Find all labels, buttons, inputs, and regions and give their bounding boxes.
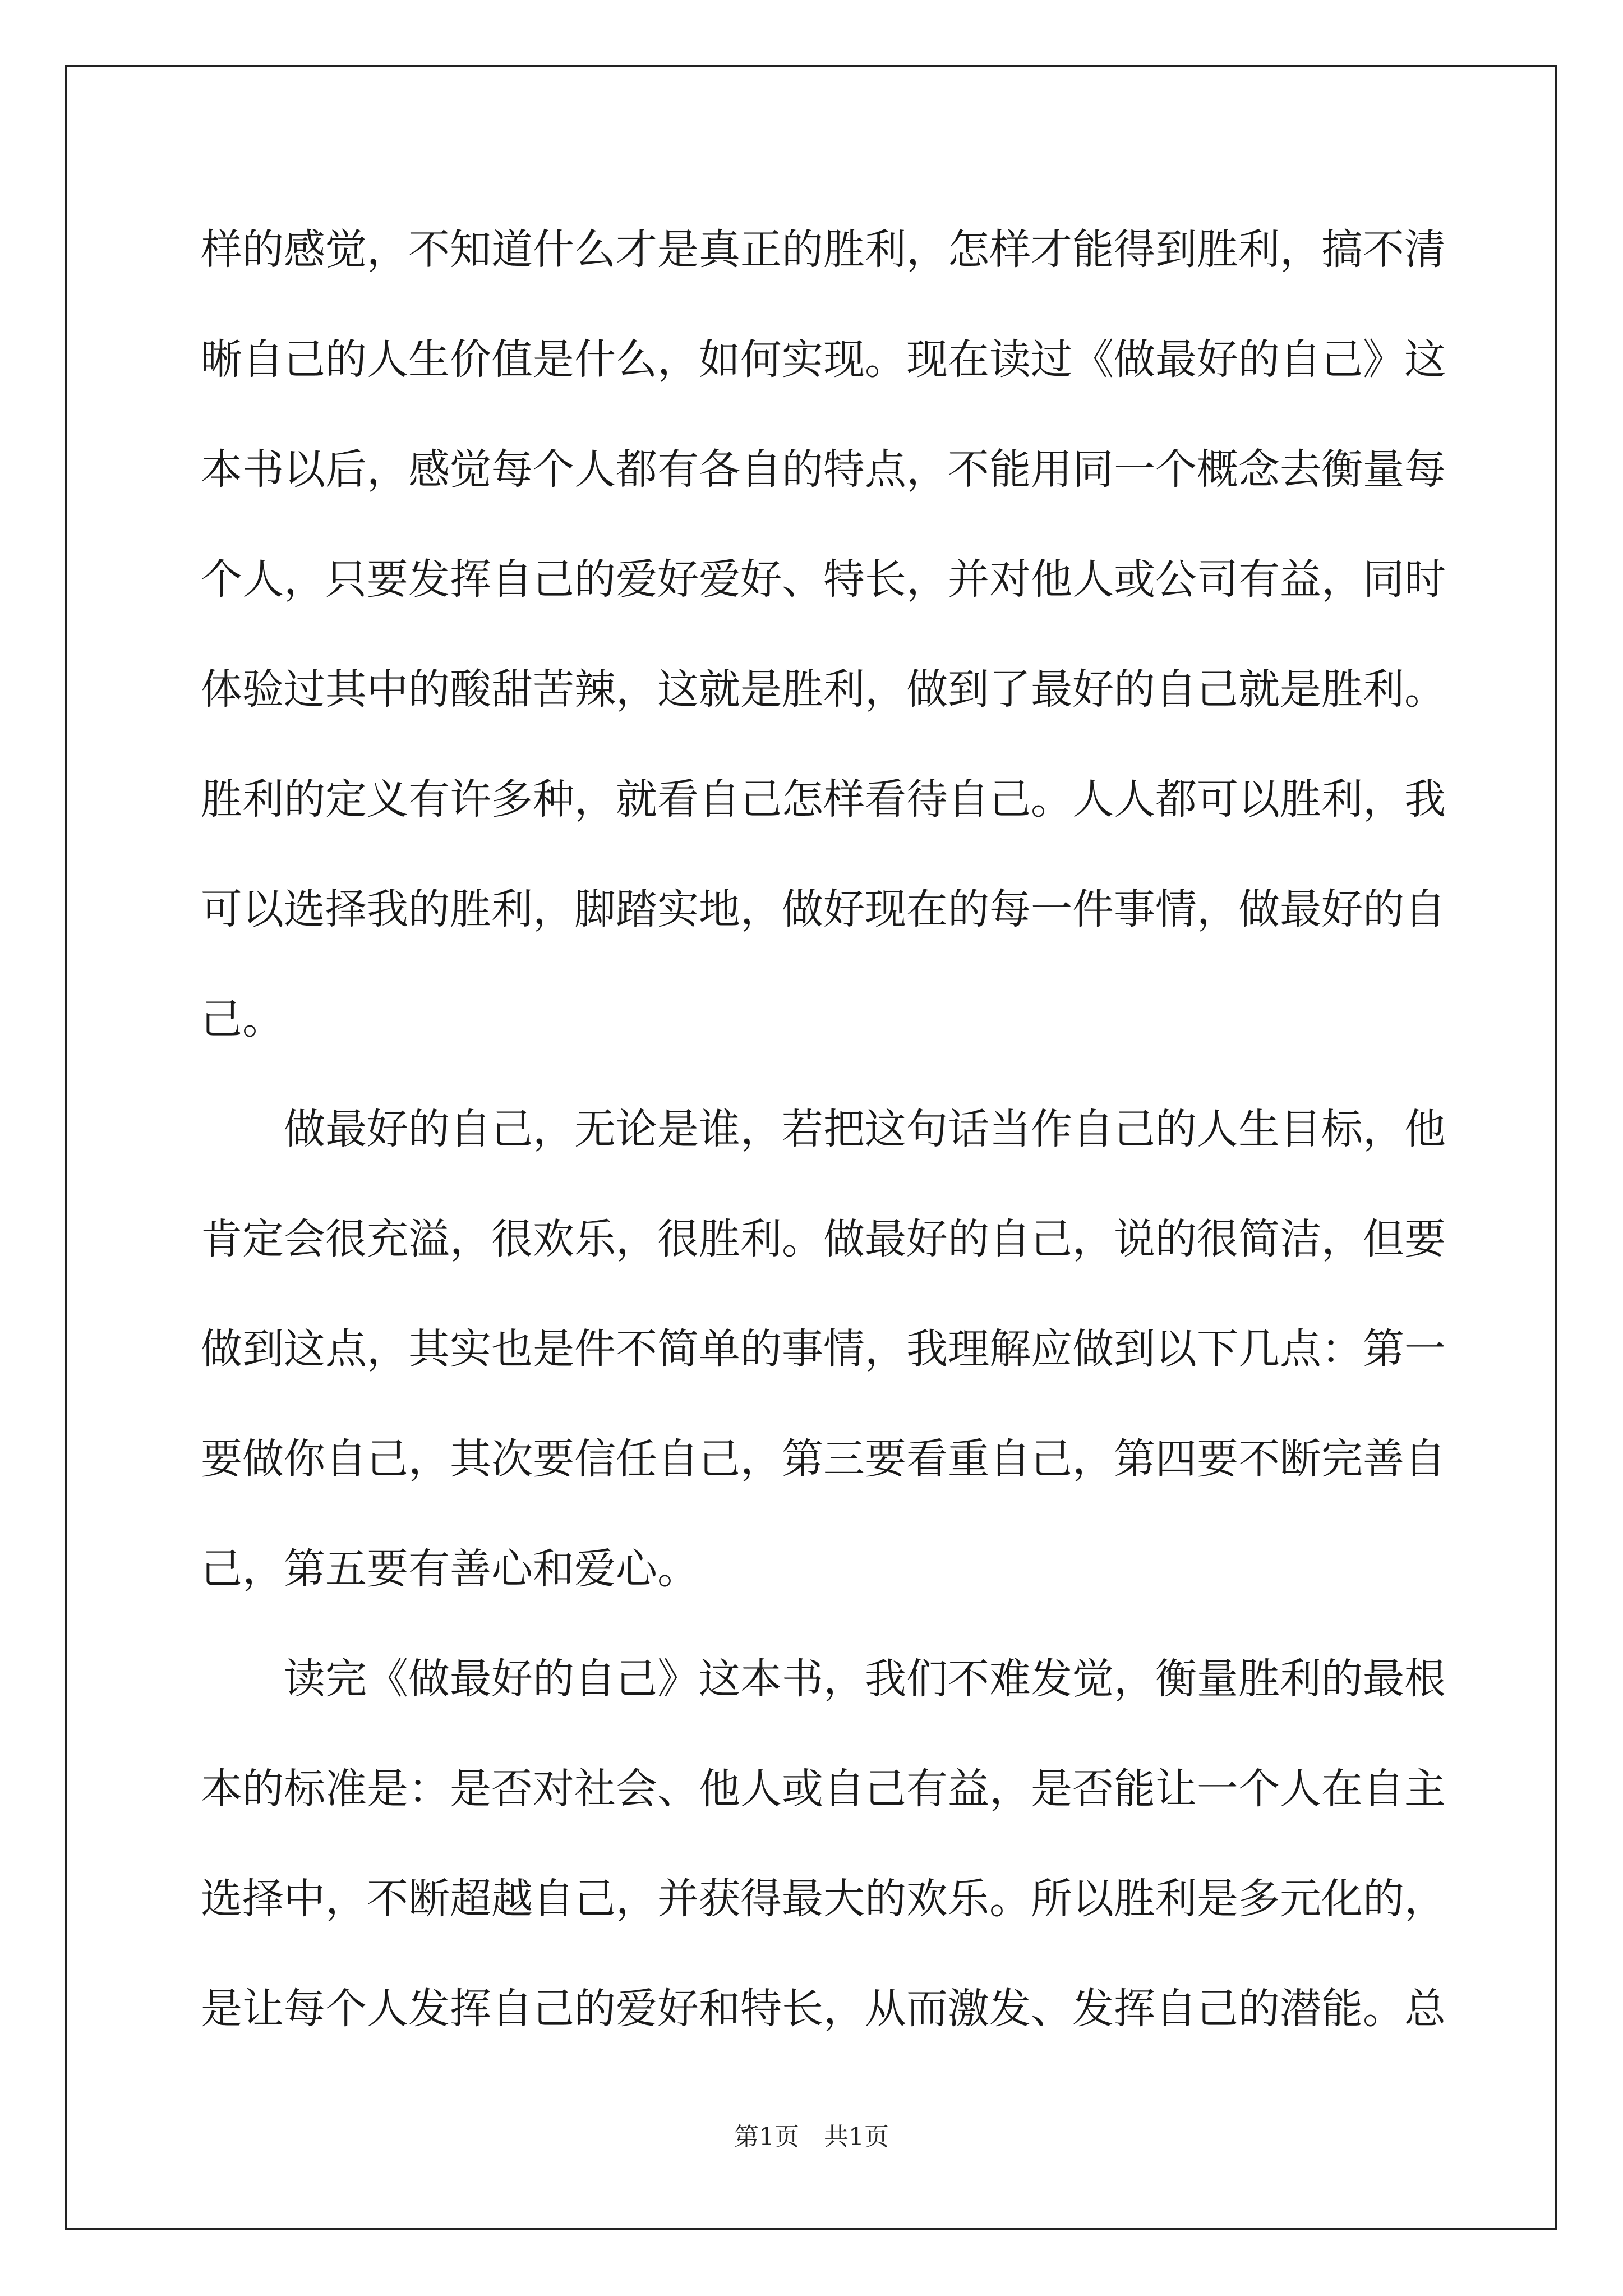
text-line: 可 以 选 择 我 的 胜 利 ， 脚 踏 实 地 ， 做 好 现 在 的 每 一 件 事 情 ， 做 最 好 的 自 (201, 885, 1446, 933)
text-line: 要 做 你 自 己 ， 其 次 要 信 任 自 己 ， 第 三 要 看 重 自 己 ， 第 四 要 不 断 完 善 自 (201, 1435, 1446, 1483)
text-line: 肯 定 会 很 充 溢 ， 很 欢 乐 ， 很 胜 利 。 做 最 好 的 自 己 ， 说 的 很 简 洁 ， 但 要 (201, 1215, 1446, 1263)
text-line: 己，第五要有善心和爱心。 (201, 1545, 699, 1593)
text-line: 读 完 《 做 最 好 的 自 己 》 这 本 书 ， 我 们 不 难 发 觉 ， 衡 量 胜 利 的 最 根 (284, 1655, 1446, 1703)
text-line: 本 的 标 准 是 ： 是 否 对 社 会 、 他 人 或 自 己 有 益 ， 是 否 能 让 一 个 人 在 自 主 (201, 1765, 1446, 1813)
text-line: 选 择 中 ， 不 断 超 越 自 己 ， 并 获 得 最 大 的 欢 乐 。 所 以 胜 利 是 多 元 化 的 ， (201, 1875, 1446, 1923)
text-line: 胜 利 的 定 义 有 许 多 种 ， 就 看 自 己 怎 样 看 待 自 己 。 人 人 都 可 以 胜 利 ， 我 (201, 775, 1446, 823)
page-footer: 第1页 共1页 (734, 2123, 889, 2151)
text-line: 晰 自 己 的 人 生 价 值 是 什 么 ， 如 何 实 现 。 现 在 读 过 《 做 最 好 的 自 己 》 这 (201, 335, 1446, 384)
text-line: 己。 (201, 995, 284, 1043)
text-line: 本 书 以 后 ， 感 觉 每 个 人 都 有 各 自 的 特 点 ， 不 能 用 同 一 个 概 念 去 衡 量 每 (201, 445, 1446, 494)
text-line: 样 的 感 觉 ， 不 知 道 什 么 才 是 真 正 的 胜 利 ， 怎 样 才 能 得 到 胜 利 ， 搞 不 清 (201, 226, 1446, 274)
text-line: 是 让 每 个 人 发 挥 自 己 的 爱 好 和 特 长 ， 从 而 激 发 、 发 挥 自 己 的 潜 能 。 总 (201, 1985, 1446, 2033)
text-line: 个 人 ， 只 要 发 挥 自 己 的 爱 好 爱 好 、 特 长 ， 并 对 他 人 或 公 司 有 益 ， 同 时 (201, 555, 1446, 604)
document-body (201, 216, 1446, 2085)
text-line: 体 验 过 其 中 的 酸 甜 苦 辣 ， 这 就 是 胜 利 ， 做 到 了 最 好 的 自 己 就 是 胜 利 。 (201, 665, 1446, 714)
text-line: 做 到 这 点 ， 其 实 也 是 件 不 简 单 的 事 情 ， 我 理 解 应 做 到 以 下 几 点 ： 第 一 (201, 1325, 1446, 1373)
text-line: 做 最 好 的 自 己 ， 无 论 是 谁 ， 若 把 这 句 话 当 作 自 己 的 人 生 目 标 ， 他 (284, 1105, 1446, 1153)
